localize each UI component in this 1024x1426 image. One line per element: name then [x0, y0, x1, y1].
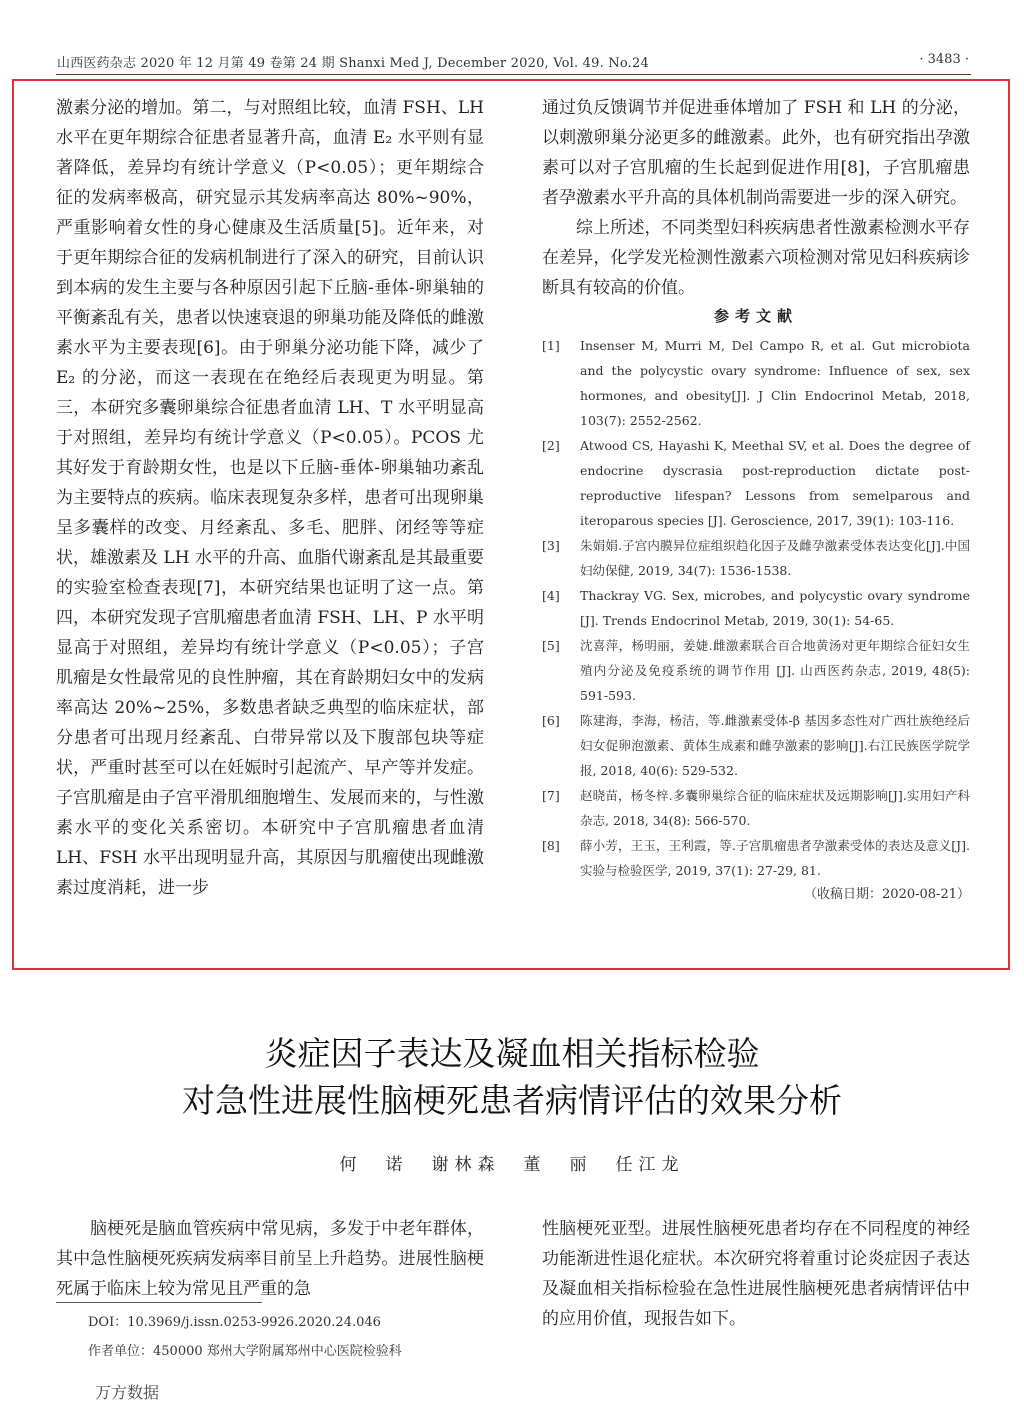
- journal-header: 山西医药杂志 2020 年 12 月第 49 卷第 24 期 Shanxi Med J, December 2020, Vol. 49. No.24: [57, 56, 649, 71]
- right-paragraph-1: 通过负反馈调节并促进垂体增加了 FSH 和 LH 的分泌，以刺激卵巢分泌更多的雌激素。此外，也有研究指出孕激素可以对子宫肌瘤的生长起到促进作用[8]，子宫肌瘤患者孕激素水平升高的具体机制尚需要进一步的深入研究。: [542, 98, 970, 208]
- article-title-line-1: 炎症因子表达及凝血相关指标检验: [264, 1034, 760, 1073]
- reference-number: [1]: [542, 338, 560, 353]
- reference-text: Thackray VG. Sex, microbes, and polycystic ovary syndrome [J]. Trends Endocrinol Metab, 2019, 30(1): 54-65.: [580, 588, 970, 628]
- article-authors: 何 诺 谢林森 董 丽 任江龙: [339, 1155, 685, 1175]
- footnote-rule: [56, 1302, 262, 1303]
- reference-number: [4]: [542, 588, 560, 603]
- doi-footnote: DOI：10.3969/j.issn.0253-9926.2020.24.046: [88, 1315, 381, 1330]
- reference-text: Atwood CS, Hayashi K, Meethal SV, et al. Does the degree of endocrine dyscrasia post-reproduction dictate post-reproductive lifespan? Lessons from semelparous and iteroparous species [J]. Geroscience, 2017, 39(1): 103-116.: [580, 438, 970, 528]
- reference-number: [2]: [542, 438, 560, 453]
- reference-text: Insenser M, Murri M, Del Campo R, et al. Gut microbiota and the polycystic ovary syndrome: Influence of sex, sex hormones, and obesity[J]. J Clin Endocrinol Metab, 2018, 103(7): 2552-2562.: [580, 338, 970, 428]
- reference-number: [8]: [542, 838, 560, 853]
- reference-item: [542, 533, 970, 583]
- new-article-left-column: [56, 1214, 484, 1304]
- reference-item: [542, 583, 970, 633]
- reference-text: 陈建海，李海，杨洁，等.雌激素受体-β 基因多态性对广西壮族绝经后妇女促卵泡激素、黄体生成素和雌孕激素的影响[J].右江民族医学院学报, 2018, 40(6): 529-532.: [580, 713, 970, 778]
- prev-article-left-column: [56, 93, 484, 903]
- reference-text: 沈喜萍，杨明丽，姜婕.雌激素联合百合地黄汤对更年期综合征妇女生殖内分泌及免疫系统的调节作用 [J]. 山西医药杂志, 2019, 48(5): 591-593.: [580, 638, 970, 703]
- article-title-line-2: 对急性进展性脑梗死患者病情评估的效果分析: [182, 1081, 842, 1120]
- reference-item: [542, 433, 970, 533]
- intro-paragraph-left: 脑梗死是脑血管疾病中常见病，多发于中老年群体，其中急性脑梗死疾病发病率目前呈上升趋势。进展性脑梗死属于临床上较为常见且严重的急: [56, 1219, 484, 1299]
- header-rule: [56, 74, 971, 75]
- reference-item: [542, 708, 970, 783]
- prev-article-right-column: [542, 93, 970, 907]
- reference-text: 赵晓苗，杨冬梓.多囊卵巢综合征的临床症状及远期影响[J].实用妇产科杂志, 2018, 34(8): 566-570.: [580, 788, 970, 828]
- reference-item: [542, 833, 970, 883]
- reference-item: [542, 633, 970, 708]
- reference-number: [7]: [542, 788, 560, 803]
- watermark: 万方数据: [95, 1383, 160, 1402]
- references-list: [542, 333, 970, 883]
- received-date: （收稿日期：2020-08-21）: [804, 887, 970, 902]
- affiliation-footnote: 作者单位：450000 郑州大学附属郑州中心医院检验科: [88, 1344, 402, 1359]
- references-title: 参考文献: [713, 307, 798, 325]
- reference-text: 薛小芳，王玉，王利霞，等.子宫肌瘤患者孕激素受体的表达及意义[J].实验与检验医学, 2019, 37(1): 27-29, 81.: [580, 838, 970, 878]
- reference-text: 朱娟娟.子宫内膜异位症组织趋化因子及雌孕激素受体表达变化[J].中国妇幼保健, 2019, 34(7): 1536-1538.: [580, 538, 970, 578]
- reference-number: [3]: [542, 538, 560, 553]
- right-paragraph-2: 综上所述，不同类型妇科疾病患者性激素检测水平存在差异，化学发光检测性激素六项检测对常见妇科疾病诊断具有较高的价值。: [542, 218, 970, 298]
- intro-paragraph-right: 性脑梗死亚型。进展性脑梗死患者均存在不同程度的神经功能渐进性退化症状。本次研究将着重讨论炎症因子表达及凝血相关指标检验在急性进展性脑梗死患者病情评估中的应用价值，现报告如下。: [542, 1219, 970, 1329]
- new-article-right-column: [542, 1214, 970, 1334]
- reference-item: [542, 783, 970, 833]
- reference-number: [5]: [542, 638, 560, 653]
- reference-number: [6]: [542, 713, 560, 728]
- left-paragraph: 激素分泌的增加。第二，与对照组比较，血清 FSH、LH 水平在更年期综合征患者显著升高，血清 E₂ 水平则有显著降低，差异均有统计学意义（P<0.05）；更年期综合征的发病率极高，研究显示其发病率高达 80%~90%，严重影响着女性的身心健康及生活质量[5]。近年来，对于更年期综合征的发病机制进行了深入的研究，目前认识到本病的发生主要与各种原因引起下丘脑-垂体-卵巢轴的平衡紊乱有关，患者以快速衰退的卵巢功能及降低的雌激素水平为主要表现[6]。由于卵巢分泌功能下降，减少了 E₂ 的分泌，而这一表现在在绝经后表现更为明显。第三，本研究多囊卵巢综合征患者血清 LH、T 水平明显高于对照组，差异均有统计学意义（P<0.05）。PCOS 尤其好发于育龄期女性，也是以下丘脑-垂体-卵巢轴功紊乱为主要特点的疾病。临床表现复杂多样，患者可出现卵巢呈多囊样的改变、月经紊乱、多毛、肥胖、闭经等等症状，雄激素及 LH 水平的升高、血脂代谢紊乱是其最重要的实验室检查表现[7]，本研究结果也证明了这一点。第四，本研究发现子宫肌瘤患者血清 FSH、LH、P 水平明显高于对照组，差异均有统计学意义（P<0.05）；子宫肌瘤是女性最常见的良性肿瘤，其在育龄期妇女中的发病率高达 20%~25%，多数患者缺乏典型的临床症状，部分患者可出现月经紊乱、白带异常以及下腹部包块等症状，严重时甚至可以在妊娠时引起流产、早产等并发症。子宫肌瘤是由子宫平滑肌细胞增生、发展而来的，与性激素水平的变化关系密切。本研究中子宫肌瘤患者血清 LH、FSH 水平出现明显升高，其原因与肌瘤使出现雌激素过度消耗，进一步: [56, 98, 484, 898]
- reference-item: [542, 333, 970, 433]
- page-number: · 3483 ·: [919, 52, 969, 67]
